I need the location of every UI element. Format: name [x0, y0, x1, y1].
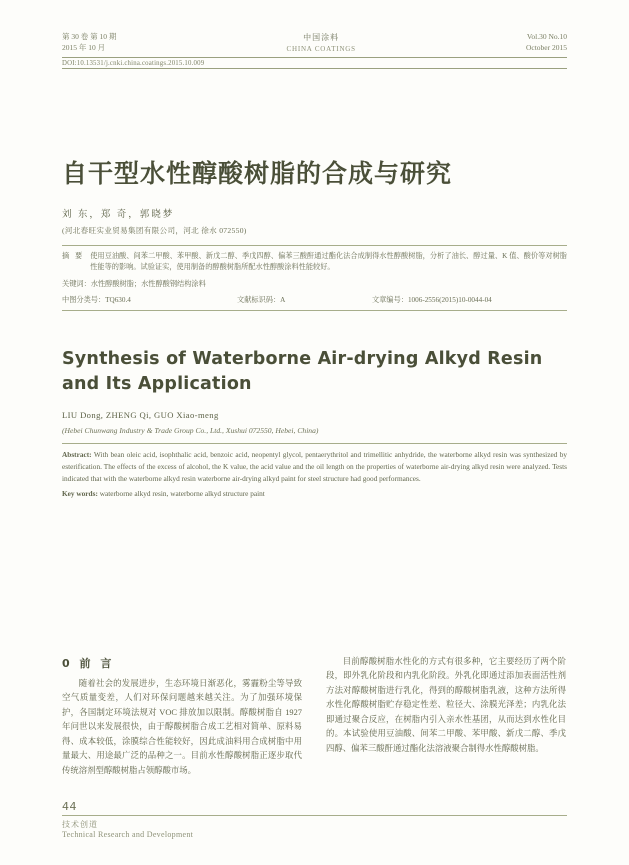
- page-number: 44: [62, 800, 77, 813]
- body-column-left: [62, 655, 302, 778]
- authors-cn: 刘 东，郑 奇，郭晓梦: [62, 209, 175, 220]
- running-head-right: [526, 32, 567, 54]
- affiliation-cn: (河北春旺实业贸易集团有限公司，河北 徐水 072550): [62, 225, 247, 235]
- doi-line: DOI:10.13531/j.cnki.china.coatings.2015.10.009: [62, 59, 205, 67]
- keywords-en: [62, 488, 567, 500]
- running-head-left: [62, 32, 116, 54]
- page-footer: [62, 800, 567, 839]
- intro-paragraph-left: 随着社会的发展进步，生态环境日渐恶化，雾霾粉尘等导致空气质量变差，人们对环保问题越来越关注。为了加强环境保护，各国制定环境法规对 VOC 排放加以限制。醇酸树脂自 1927 年问世以来发展很快，由于醇酸树脂合成工艺相对简单、原料易得、成本较低，涂膜综合性能较好，因此成油料用合成树脂中用量最大、用途最广泛的品种之一。目前水性醇酸树脂正逐步取代传统溶剂型醇酸树脂占领醇酸市场。: [62, 679, 302, 775]
- abstract-cn-box: [62, 245, 567, 311]
- volume-issue: 第 30 卷 第 10 期: [62, 32, 117, 41]
- header-rule: [62, 57, 567, 58]
- abstract-en-text: With bean oleic acid, isophthalic acid, benzoic acid, neopentyl glycol, pentaerythritol and trimellitic anhydride, the waterborne alkyd resin was synthesized by esterification. The effects of the excess of alcohol, the K value, the acid value and the oil length on the properties of waterborne air-drying alkyd resin were analyzed. Tests indicated that with the waterborne alkyd resin waterborne air-drying alkyd paint for steel structure had good performances.: [62, 450, 567, 483]
- issue-date-cn: 2015 年 10 月: [62, 42, 106, 52]
- volume-issue-en: Vol.30 No.10: [526, 32, 567, 41]
- keywords-cn: [62, 279, 567, 291]
- intro-paragraph-right: 目前醇酸树脂水性化的方式有很多种，它主要经历了两个阶段，即外乳化阶段和内乳化阶段。外乳化即通过添加表面活性剂方法对醇酸树脂进行乳化，得到的醇酸树脂乳液，这种方法所得水性化醇酸树脂贮存稳定性差、粒径大、涂膜光泽差；内乳化法即通过聚合反应，在树脂内引入亲水性基团，从而达到水性化目的。本试验使用豆油酸、间苯二甲酸、苯甲酸、新戊二醇、季戊四醇、偏苯三酸酐通过酯化法溶液聚合制得水性醇酸树脂。: [326, 657, 566, 753]
- document-code: 文献标识码：A: [237, 295, 286, 304]
- footer-label-en: Technical Research and Development: [62, 830, 194, 839]
- article-head: [62, 32, 567, 500]
- footer-rule: [62, 815, 567, 816]
- issue-date-en: October 2015: [525, 42, 567, 52]
- body-columns: [62, 655, 567, 778]
- running-head: [62, 32, 567, 54]
- title-cn: 自干型水性醇酸树脂的合成与研究: [62, 158, 453, 188]
- authors-en: LIU Dong, ZHENG Qi, GUO Xiao-meng: [62, 410, 219, 421]
- header-rule-bottom: [62, 68, 567, 69]
- title-en: Synthesis of Waterborne Air-drying Alkyd Resin and Its Application: [62, 348, 543, 394]
- classification-row: [62, 295, 567, 305]
- keywords-en-text: waterborne alkyd resin, waterborne alkyd structure paint: [97, 489, 265, 499]
- keywords-en-label: Key words:: [62, 489, 98, 499]
- journal-name-en: CHINA COATINGS: [286, 44, 356, 53]
- abstract-cn-text: 使用豆油酸、间苯二甲酸、苯甲酸、新戊二醇、季戊四醇、偏苯三酸酐通过酯化法合成制得水性醇酸树脂，分析了油长、醇过量、K 值、酸价等对树脂性能等的影响。试验证实，使用制备的醇酸树脂所配水性醇酸涂料性能较好。: [90, 251, 567, 272]
- affiliation-en: (Hebei Chunwang Industry & Trade Group Co., Ltd., Xushui 072550, Hebei, China): [62, 426, 319, 436]
- abstract-en-label: Abstract:: [62, 450, 92, 460]
- abstract-cn-row: [62, 251, 567, 274]
- article-id: 文章编号：1006-2556(2015)10-0044-04: [372, 295, 492, 304]
- abstract-en-box: [62, 443, 567, 500]
- footer-label-cn: 技术创道: [62, 820, 98, 829]
- section-heading-intro: 0 前 言: [62, 657, 115, 670]
- running-head-center: [116, 32, 526, 54]
- abstract-en: [62, 449, 567, 484]
- keywords-cn-text: 水性醇酸树脂；水性醇酸钢结构涂料: [90, 280, 206, 289]
- journal-name-cn: 中国涂料: [303, 33, 340, 42]
- clc-number: 中图分类号：TQ630.4: [62, 295, 131, 304]
- keywords-cn-label: 关键词：: [62, 280, 91, 289]
- abstract-cn-label: 摘 要: [62, 251, 85, 260]
- body-column-right: [326, 655, 566, 778]
